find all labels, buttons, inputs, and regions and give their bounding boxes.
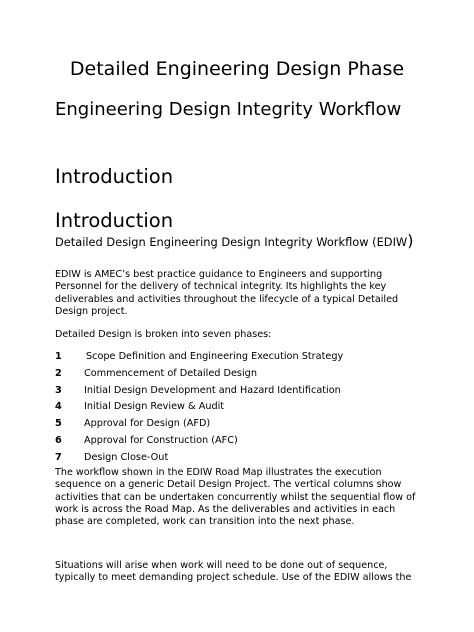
phase-label: Approval for Construction (AFC) <box>84 434 238 446</box>
ediw-heading-text: Detailed Design Engineering Design Integrity Workflow (EDIW <box>55 235 408 249</box>
phase-item-7 <box>55 450 435 467</box>
ediw-heading-paren: ) <box>407 231 414 250</box>
phase-item-2 <box>55 366 435 383</box>
phase-item-4 <box>55 399 435 416</box>
phase-number: 7 <box>55 451 62 463</box>
phase-number: 5 <box>55 418 62 430</box>
phase-label: Approval for Design (AFD) <box>84 418 211 430</box>
phase-number: 6 <box>55 434 62 446</box>
document-subtitle: Engineering Design Integrity Workflow <box>55 99 402 120</box>
phase-label: Initial Design Review & Audit <box>84 401 225 413</box>
phase-list <box>55 349 435 467</box>
phase-number: 2 <box>55 367 62 379</box>
phase-item-3 <box>55 383 435 400</box>
phase-label: Commencement of Detailed Design <box>84 367 257 379</box>
phase-item-6 <box>55 433 435 450</box>
phases-intro-paragraph: Detailed Design is broken into seven phases: <box>55 329 272 340</box>
document-title: Detailed Engineering Design Phase <box>69 58 405 80</box>
ediw-intro-paragraph: EDIW is AMEC’s best practice guidance to Engineers and supporting Personnel for the delivery of technical integrity. Its highlights the key deliverables and activities throughout the lifecycle of a typical Detailed Design project. <box>55 269 399 317</box>
phase-number: 1 <box>55 351 62 362</box>
phase-label: Initial Design Development and Hazard Identification <box>84 384 341 396</box>
out-of-sequence-paragraph: Situations will arise when work will need to be done out of sequence, typically to meet demanding project schedule. Use of the EDIW allows the <box>55 560 412 584</box>
phase-item-5 <box>55 416 435 433</box>
phase-number: 3 <box>55 384 62 396</box>
phase-item-1 <box>55 349 435 366</box>
phase-number: 4 <box>55 401 62 413</box>
introduction-heading: Introduction <box>55 165 174 188</box>
phase-label: Design Close-Out <box>84 451 169 463</box>
introduction-heading-repeat: Introduction <box>55 209 174 232</box>
ediw-heading <box>55 232 413 251</box>
road-map-paragraph: The workflow shown in the EDIW Road Map illustrates the execution sequence on a generic Detail Design Project. The vertical columns show activities that can be undertaken concurrently whilst the sequential flow of work is across the Road Map. As the deliverables and activities in each phase are completed, work can transition into the next phase. <box>55 467 416 528</box>
phase-label: Scope Definition and Engineering Execution Strategy <box>86 351 344 362</box>
